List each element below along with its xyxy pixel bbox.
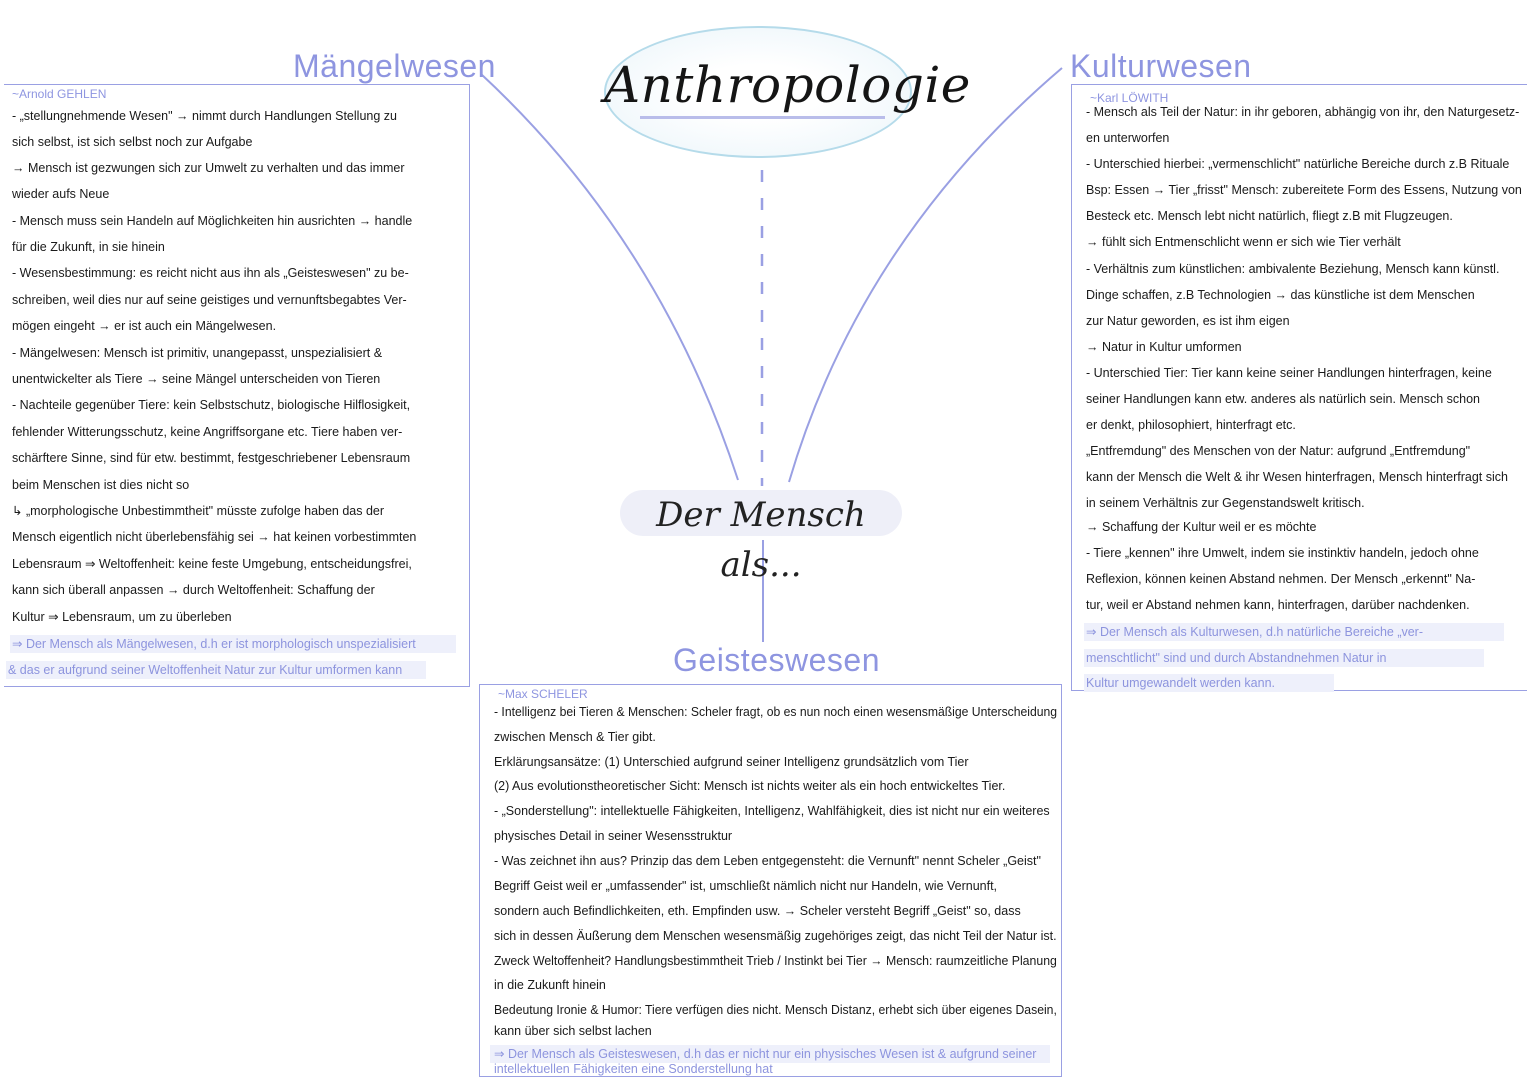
left-line-19: kann sich überall anpassen → durch Weltoffenheit: Schaffung der [12,583,375,597]
left-line-3: → Mensch ist gezwungen sich zur Umwelt zu verhalten und das immer [12,161,405,175]
left-line-13: fehlender Witterungsschutz, keine Angriffsorgane etc. Tiere haben ver- [12,425,403,439]
bottom-line-11: Zweck Weltoffenheit? Handlungsbestimmtheit Trieb / Instinkt bei Tier → Mensch: raumzeitliche Planung [494,954,1057,968]
right-line-15: kann der Mensch die Welt & ihr Wesen hinterfragen, Mensch hinterfragt sich [1086,470,1508,484]
bottom-line-6: physisches Detail in seiner Wesensstruktur [494,829,733,843]
bottom-line-12: in die Zukunft hinein [494,978,606,992]
bottom-line-10: sich in dessen Äußerung dem Menschen wesensmäßig zugehöriges zeigt, das nicht Teil der Natur ist. [494,929,1057,943]
box-kulturwesen [1071,84,1527,691]
title-underline [640,116,885,119]
right-line-1: - Mensch als Teil der Natur: in ihr geboren, abhängig von ihr, den Naturgesetz- [1086,105,1520,119]
left-line-8: schreiben, weil dies nur auf seine geistiges und vernunftsbegabtes Ver- [12,293,407,307]
page-title: Anthropologie [604,56,971,114]
right-line-16: in seinem Verhältnis zur Gegenstandswelt kritisch. [1086,496,1365,510]
right-conclusion-2: menschtlicht" sind und durch Abstandnehmen Natur in [1086,651,1387,665]
right-line-11: - Unterschied Tier: Tier kann keine seiner Handlungen hinterfragen, keine [1086,366,1492,380]
author-scheler: ~Max SCHELER [498,687,588,701]
right-line-19: Reflexion, können keinen Abstand nehmen. Der Mensch „erkennt" Na- [1086,572,1476,586]
right-line-4: Bsp: Essen → Tier „frisst" Mensch: zubereitete Form des Essens, Nutzung von [1086,183,1522,197]
heading-maengelwesen: Mängelwesen [293,48,496,84]
right-line-10: → Natur in Kultur umformen [1086,340,1242,354]
right-line-5: Besteck etc. Mensch lebt nicht natürlich, fliegt z.B mit Flugzeugen. [1086,209,1453,223]
left-conclusion-2: & das er aufgrund seiner Weltoffenheit Natur zur Kultur umformen kann [8,663,403,677]
left-line-10: - Mängelwesen: Mensch ist primitiv, unangepasst, unspezialisiert & [12,346,383,360]
left-line-9: mögen eingeht → er ist auch ein Mängelwesen. [12,319,277,333]
bottom-conclusion-2: intellektuellen Fähigkeiten eine Sonderstellung hat [494,1062,773,1076]
left-line-20: Kultur ⇒ Lebensraum, um zu überleben [12,610,232,624]
left-line-5: - Mensch muss sein Handeln auf Möglichkeiten hin ausrichten → handle [12,214,413,228]
right-line-7: - Verhältnis zum künstlichen: ambivalente Beziehung, Mensch kann künstl. [1086,262,1500,276]
right-line-13: er denkt, philosophiert, hinterfragt etc. [1086,418,1296,432]
author-loewith: ~Karl LÖWITH [1090,91,1169,105]
bottom-line-13: Bedeutung Ironie & Humor: Tiere verfügen dies nicht. Mensch Distanz, erhebt sich über eigenes Dasein, [494,1003,1057,1017]
right-conclusion-3: Kultur umgewandelt werden kann. [1086,676,1276,690]
right-line-2: en unterworfen [1086,131,1170,145]
bottom-line-14: kann über sich selbst lachen [494,1024,652,1038]
left-line-7: - Wesensbestimmung: es reicht nicht aus ihn als „Geisteswesen" zu be- [12,266,409,280]
right-line-18: - Tiere „kennen" ihre Umwelt, indem sie instinktiv handeln, jedoch ohne [1086,546,1479,560]
bottom-line-7: - Was zeichnet ihn aus? Prinzip das dem Leben entgegensteht: die Vernunft" nennt Scheler „Geist" [494,854,1041,868]
left-line-2: sich selbst, ist sich selbst noch zur Aufgabe [12,135,253,149]
left-conclusion-1: ⇒ Der Mensch als Mängelwesen, d.h er ist morphologisch unspezialisiert [12,637,416,651]
right-line-3: - Unterschied hierbei: „vermenschlicht" natürliche Bereiche durch z.B Rituale [1086,157,1510,171]
bottom-conclusion-1: ⇒ Der Mensch als Geisteswesen, d.h das er nicht nur ein physisches Wesen ist & aufgrund seiner [494,1047,1037,1061]
bottom-line-4: (2) Aus evolutionstheoretischer Sicht: Mensch ist nichts weiter als ein hoch entwickeltes Tier. [494,779,1006,793]
bottom-line-8: Begriff Geist weil er „umfassender" ist, umschließt nämlich nicht nur Handeln, wie Vernunft, [494,879,998,893]
left-line-1: - „stellungnehmende Wesen" → nimmt durch Handlungen Stellung zu [12,109,397,123]
bottom-line-3: Erklärungsansätze: (1) Unterschied aufgrund seiner Intelligenz grundsätzlich vom Tier [494,755,969,769]
box-geisteswesen [479,684,1062,1077]
heading-kulturwesen: Kulturwesen [1070,48,1252,84]
bottom-line-1: - Intelligenz bei Tieren & Menschen: Scheler fragt, ob es nun noch einen wesensmäßige Unterscheidung [494,705,1058,719]
left-line-6: für die Zukunft, in sie hinein [12,240,165,254]
bottom-line-9: sondern auch Befindlichkeiten, eth. Empfinden usw. → Scheler versteht Begriff „Geist" so, dass [494,904,1021,918]
left-line-17: Mensch eigentlich nicht überlebensfähig sei → hat keinen vorbestimmten [12,530,417,544]
left-line-16: ↳ „morphologische Unbestimmtheit" müsste zufolge haben das der [12,504,385,518]
bottom-line-5: - „Sonderstellung": intellektuelle Fähigkeiten, Intelligenz, Wahlfähigkeit, dies ist nicht nur ein weiteres [494,804,1050,818]
left-line-11: unentwickelter als Tiere → seine Mängel unterscheiden von Tieren [12,372,381,386]
box-maengelwesen [4,84,470,687]
right-line-12: seiner Handlungen kann etw. anderes als natürlich sein. Mensch schon [1086,392,1480,406]
center-label: Der Mensch als... [620,490,902,536]
left-line-18: Lebensraum ⇒ Weltoffenheit: keine feste Umgebung, entscheidungsfrei, [12,557,412,571]
author-gehlen: ~Arnold GEHLEN [12,87,107,101]
left-line-14: schärftere Sinne, sind für etw. bestimmt, festgeschriebener Lebensraum [12,451,411,465]
left-line-15: beim Menschen ist dies nicht so [12,478,190,492]
bottom-line-2: zwischen Mensch & Tier gibt. [494,730,656,744]
right-line-8: Dinge schaffen, z.B Technologien → das künstliche ist dem Menschen [1086,288,1475,302]
right-line-17: → Schaffung der Kultur weil er es möchte [1086,520,1317,534]
left-line-4: wieder aufs Neue [12,187,110,201]
right-line-6: → fühlt sich Entmenschlicht wenn er sich wie Tier verhält [1086,235,1401,249]
heading-geisteswesen: Geisteswesen [673,642,880,678]
left-line-12: - Nachteile gegenüber Tiere: kein Selbstschutz, biologische Hilflosigkeit, [12,398,411,412]
right-line-9: zur Natur geworden, es ist ihm eigen [1086,314,1290,328]
right-line-14: „Entfremdung" des Menschen von der Natur: aufgrund „Entfremdung" [1086,444,1471,458]
right-conclusion-1: ⇒ Der Mensch als Kulturwesen, d.h natürliche Bereiche „ver- [1086,625,1424,639]
right-line-20: tur, weil er Abstand nehmen kann, hinterfragen, darüber nachdenken. [1086,598,1470,612]
